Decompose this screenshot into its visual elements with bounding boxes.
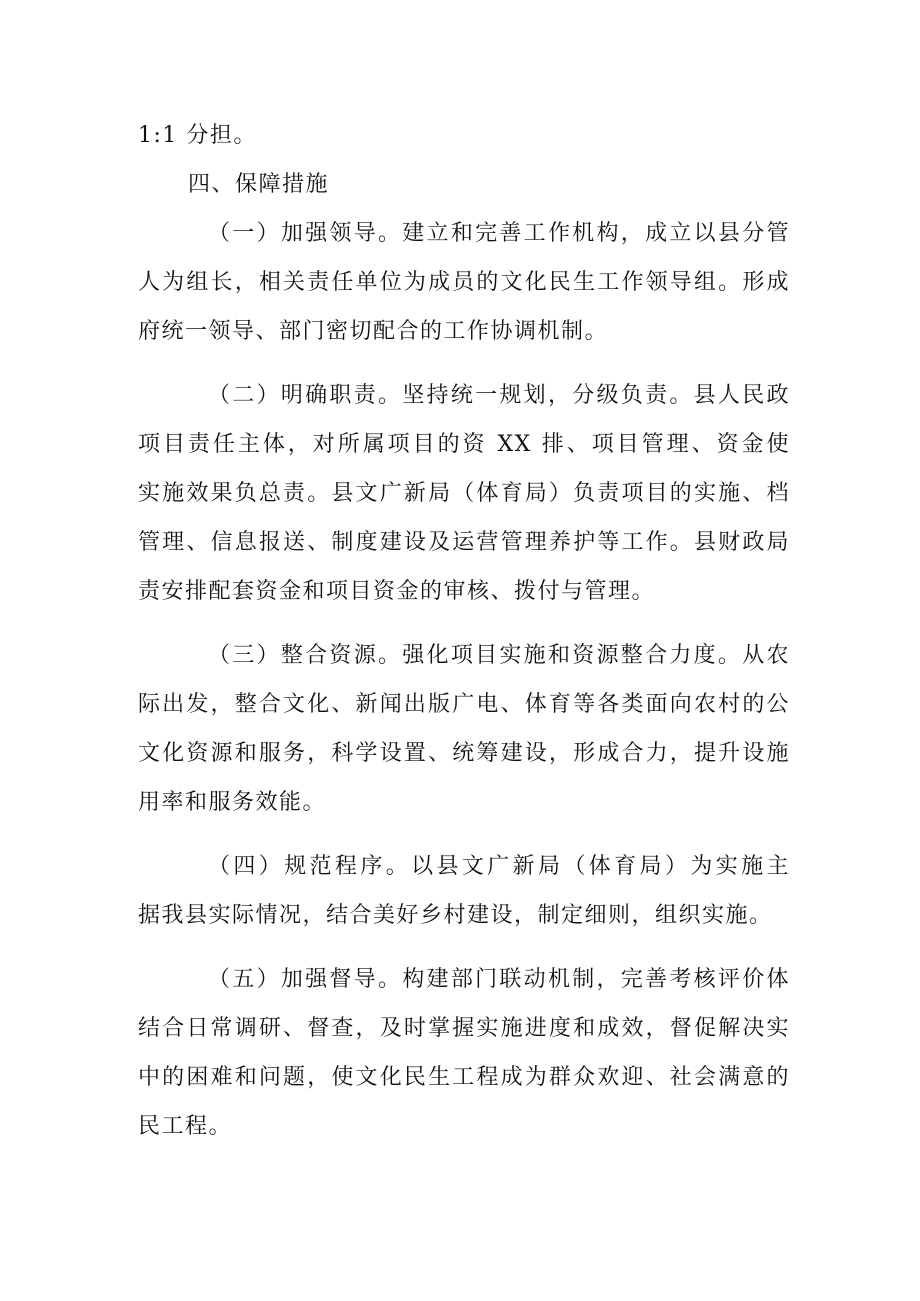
text-line: （三）整合资源。强化项目实施和资源整合力度。从农	[208, 643, 790, 668]
paragraph-4	[138, 842, 790, 940]
text-line: 中的困难和问题，使文化民生工程成为群众欢迎、社会满意的	[138, 1065, 790, 1090]
text-line: 管理、信息报送、制度建设及运营管理养护等工作。县财政局	[138, 530, 790, 555]
text-line: 文化资源和服务，科学设置、统筹建设，形成合力，提升设施	[138, 741, 790, 766]
section-heading: 四、保障措施	[188, 172, 330, 197]
text-line: （五）加强督导。构建部门联动机制，完善考核评价体	[208, 967, 790, 992]
text-line: （一）加强领导。建立和完善工作机构，成立以县分管	[208, 221, 790, 246]
paragraph-3	[138, 631, 790, 827]
paragraph-2	[138, 371, 790, 616]
text-line: 结合日常调研、督查，及时掌握实施进度和成效，督促解决实	[138, 1016, 790, 1041]
text-line: （四）规范程序。以县文广新局（体育局）为实施主	[208, 854, 790, 879]
text-line: 项目责任主体，对所属项目的资 XX 排、项目管理、资金使	[138, 432, 790, 457]
text-line: 1:1 分担。	[138, 123, 257, 148]
text-line: 据我县实际情况，结合美好乡村建设，制定细则，组织实施。	[138, 903, 773, 928]
text-line: 府统一领导、部门密切配合的工作协调机制。	[138, 319, 609, 344]
text-line: （二）明确职责。坚持统一规划，分级负责。县人民政	[208, 383, 790, 408]
text-line: 民工程。	[138, 1114, 233, 1139]
text-line: 用率和服务效能。	[138, 790, 327, 815]
text-line: 人为组长，相关责任单位为成员的文化民生工作领导组。形成	[138, 270, 790, 295]
text-line: 责安排配套资金和项目资金的审核、拨付与管理。	[138, 579, 656, 604]
text-line: 实施效果负总责。县文广新局（体育局）负责项目的实施、档	[138, 481, 790, 506]
paragraph-5	[138, 955, 790, 1151]
paragraph-1	[138, 209, 790, 356]
text-line: 际出发，整合文化、新闻出版广电、体育等各类面向农村的公	[138, 692, 790, 717]
document-body	[138, 111, 790, 1151]
